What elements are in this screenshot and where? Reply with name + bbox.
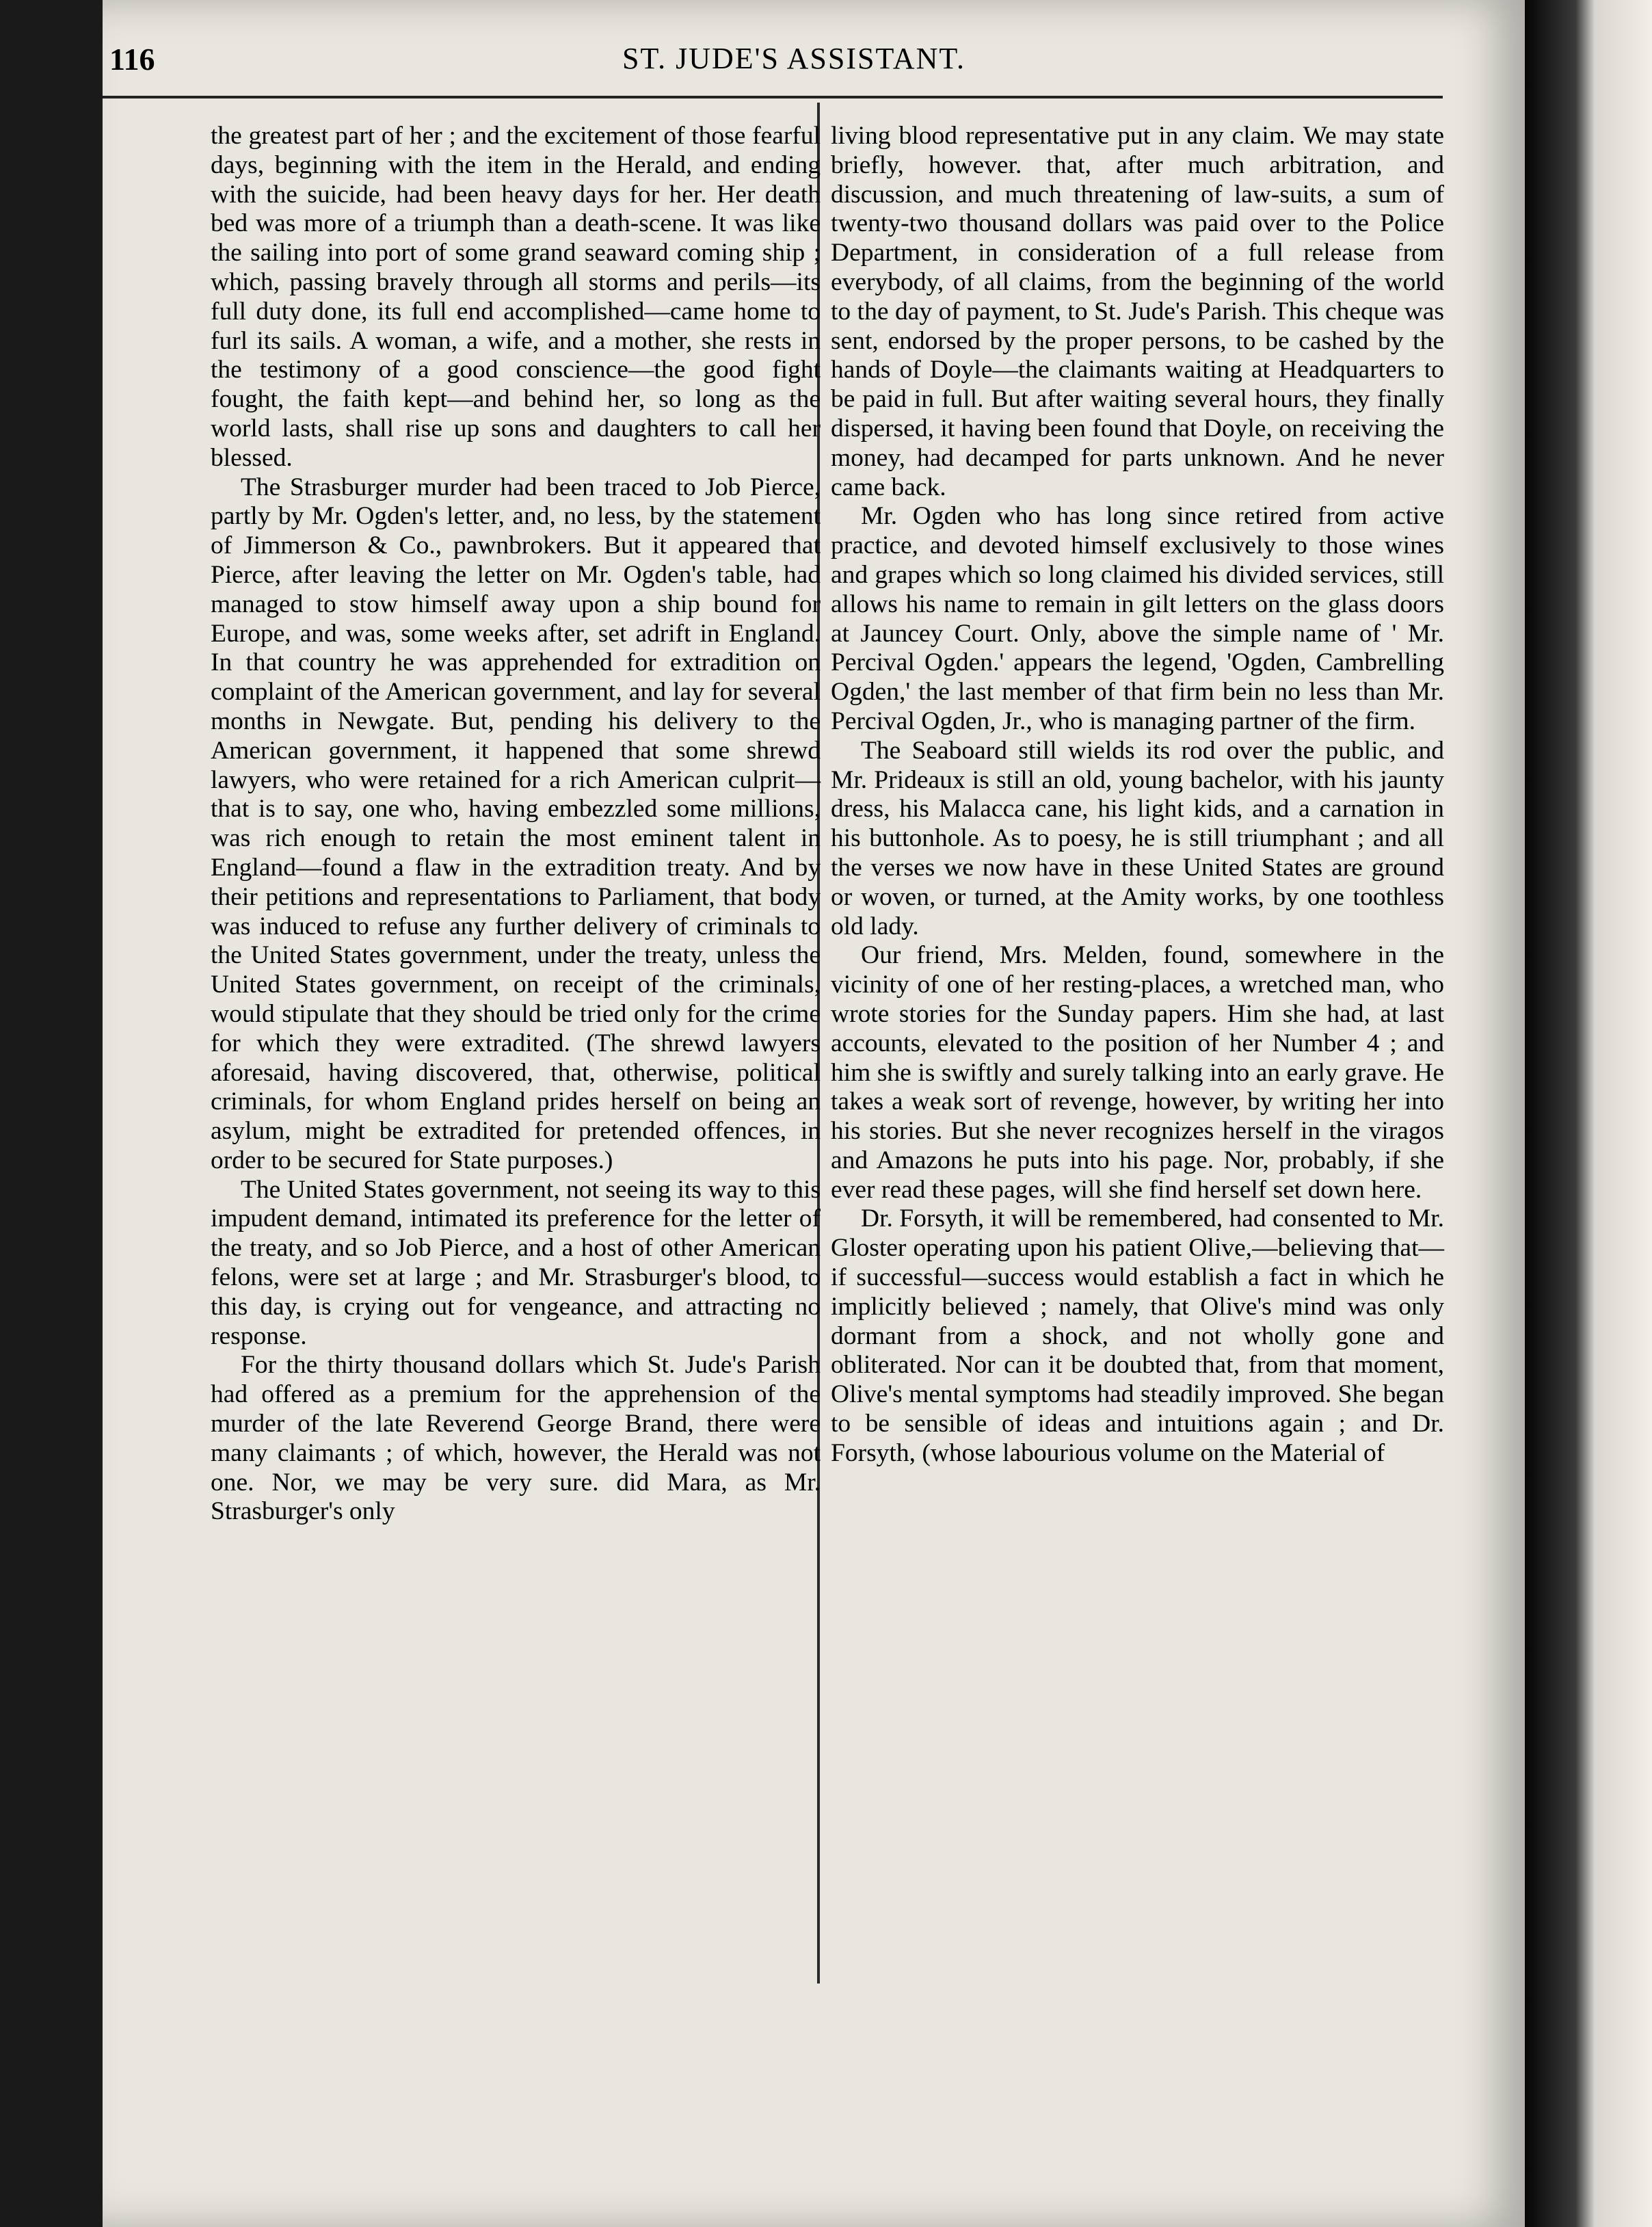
right-paragraph-3: The Seaboard still wields its rod over the public, and Mr. Prideaux is still an old, young bachelor, with his jaunty dress, his Malacca cane, his light kids, and a carnation in his buttonhole. As to poesy, he is still triumphant ; and all the verses we now have in these United States are ground or woven, or turned, at the Amity works, by one toothless old lady. bbox=[831, 736, 1444, 940]
book-spine bbox=[1525, 0, 1652, 2227]
left-paragraph-1: the greatest part of her ; and the excitement of those fearful days, beginning with the item in the Herald, and ending with the suicide, had been heavy days for her. Her death bed was more of a triumph than a death-scene. It was like the sailing into port of some grand seaward coming ship ; which, passing bravely through all storms and perils—its full duty done, its full end accomplished—came home to furl its sails. A woman, a wife, and a mother, she rests in the testimony of a good conscience—the good fight fought, the faith kept—and behind her, so long as the world lasts, shall rise up sons and daughters to call her blessed. bbox=[211, 122, 821, 472]
left-column bbox=[211, 122, 821, 1527]
left-paragraph-2: The Strasburger murder had been traced to Job Pierce, partly by Mr. Ogden's letter, and, no less, by the statement of Jimmerson & Co., pawnbrokers. But it appeared that Pierce, after leaving the letter on Mr. Ogden's table, had managed to stow himself away upon a ship bound for Europe, and was, some weeks after, set adrift in England. In that country he was apprehended for extradition on complaint of the American government, and lay for several months in Newgate. But, pending his delivery to the American government, it happened that some shrewd lawyers, who were retained for a rich American culprit—that is to say, one who, having embezzled some millions, was rich enough to retain the most eminent talent in England—found a flaw in the extradition treaty. And by their petitions and representations to Parliament, that body was induced to refuse any further delivery of criminals to the United States government, under the treaty, unless the United States government, on receipt of the criminals, would stipulate that they should be tried only for the crime for which they were extradited. (The shrewd lawyers aforesaid, having discovered, that, otherwise, political criminals, for whom England prides herself on being an asylum, might be extradited for pretended offences, in order to be secured for State purposes.) bbox=[211, 473, 821, 1174]
right-paragraph-2: Mr. Ogden who has long since retired from active practice, and devoted himself exclusively to those wines and grapes which so long claimed his divided services, still allows his name to remain in gilt letters on the glass doors at Jauncey Court. Only, above the simple name of ' Mr. Percival Ogden.' appears the legend, 'Ogden, Cambrelling Ogden,' the last member of that firm bein no less than Mr. Percival Ogden, Jr., who is managing partner of the firm. bbox=[831, 502, 1444, 735]
page-header bbox=[109, 41, 1450, 96]
left-paragraph-4: For the thirty thousand dollars which St. Jude's Parish had offered as a premium for the apprehension of the murder of the late Reverend George Brand, there were many claimants ; of which, however, the Herald was not one. Nor, we may be very sure. did Mara, as Mr. Strasburger's only bbox=[211, 1351, 821, 1526]
running-head: ST. JUDE'S ASSISTANT. bbox=[622, 42, 965, 75]
left-paragraph-3: The United States government, not seeing its way to this impudent demand, intimated its preference for the letter of the treaty, and so Job Pierce, and a host of other American felons, were set at large ; and Mr. Strasburger's blood, to this day, is crying out for vengeance, and attracting no response. bbox=[211, 1175, 821, 1350]
right-paragraph-1: living blood representative put in any claim. We may state briefly, however. that, after much arbitration, and discussion, and much threatening of law-suits, a sum of twenty-two thousand dollars was paid over to the Police Department, in consideration of a full release from everybody, of all claims, from the beginning of the world to the day of payment, to St. Jude's Parish. This cheque was sent, endorsed by the proper persons, to be cashed by the hands of Doyle—the claimants waiting at Headquarters to be paid in full. But after waiting several hours, they finally dispersed, it having been found that Doyle, on receiving the money, had decamped for parts unknown. And he never came back. bbox=[831, 122, 1444, 501]
right-paragraph-4: Our friend, Mrs. Melden, found, somewhere in the vicinity of one of her resting-places, a wretched man, who wrote stories for the Sunday papers. Him she had, at last accounts, elevated to the position of her Number 4 ; and him she is swiftly and surely talking into an early grave. He takes a weak sort of revenge, however, by writing her into his stories. But she never recognizes herself in the viragos and Amazons he puts into his page. Nor, probably, if she ever read these pages, will she find herself set down here. bbox=[831, 941, 1444, 1204]
page-number: 116 bbox=[109, 42, 155, 77]
right-column bbox=[831, 122, 1444, 1468]
right-paragraph-5: Dr. Forsyth, it will be remembered, had consented to Mr. Gloster operating upon his patient Olive,—believing that—if successful—success would establish a fact in which he implicitly believed ; namely, that Olive's mind was only dormant from a shock, and not wholly gone and obliterated. Nor can it be doubted that, from that moment, Olive's mental symptoms had steadily improved. She began to be sensible of ideas and intuitions again ; and Dr. Forsyth, (whose labourious volume on the Material of bbox=[831, 1204, 1444, 1467]
header-rule bbox=[103, 96, 1443, 98]
